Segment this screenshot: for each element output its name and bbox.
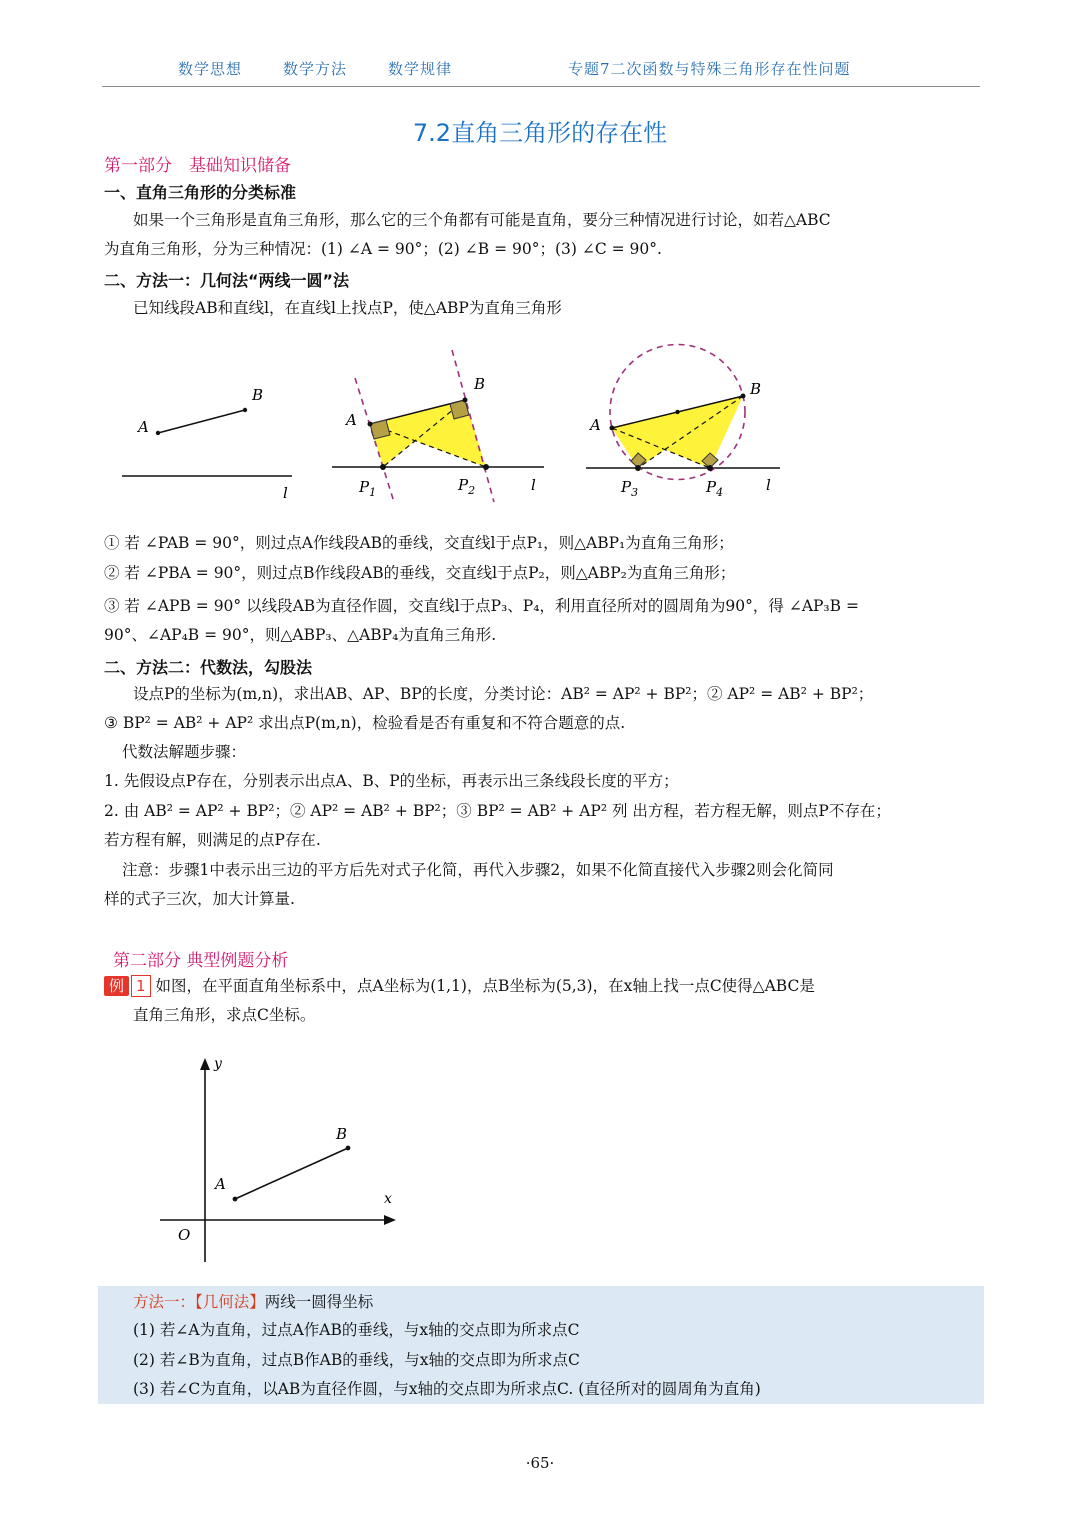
fig3-label-l: l <box>766 476 771 494</box>
fig2-point-b <box>463 398 468 403</box>
method-box-label: 方法一： <box>133 1293 196 1311</box>
fig2-right-angle-b <box>450 400 469 419</box>
method-box-rest: 两线一圆得坐标 <box>264 1293 374 1311</box>
fig3-label-a: A <box>590 416 601 434</box>
section3-note1: 注意：步骤1中表示出三边的平方后先对式子化简，再代入步骤2，如果不化简直接代入步骤2则会化简同 <box>122 861 834 879</box>
figure-1 <box>122 386 292 502</box>
section2-line1: 已知线段AB和直线l，在直线l上找点P，使△ABP为直角三角形 <box>133 299 562 317</box>
section1-line2: 为直角三角形，分为三种情况：(1) ∠A = 90°；(2) ∠B = 90°；(3) ∠C = 90°. <box>104 240 662 258</box>
section3-line2: ③ BP² = AB² + AP² 求出点P(m,n)，检验看是否有重复和不符合题意的点. <box>104 714 626 732</box>
section3-line3: 代数法解题步骤： <box>122 743 247 761</box>
fig1-point-b <box>243 408 247 412</box>
case-2: ② 若 ∠PBA = 90°，则过点B作线段AB的垂线，交直线l于点P₂，则△ABP₂为直角三角形； <box>104 564 736 582</box>
fig1-label-l: l <box>283 484 288 502</box>
example-badge: 例 <box>104 976 129 996</box>
fig3-point-b <box>741 394 746 399</box>
fig2-point-a <box>368 422 373 427</box>
section3-line1: 设点P的坐标为(m,n)，求出AB、AP、BP的长度，分类讨论：AB² = AP² + BP²；② AP² = AB² + BP²； <box>133 685 874 703</box>
origin-label: O <box>178 1226 191 1244</box>
method1-figures <box>100 330 800 510</box>
point-a-label: A <box>215 1175 226 1193</box>
fig3-label-b: B <box>750 380 762 398</box>
fig2-label-a: A <box>346 411 357 429</box>
point-b <box>346 1146 351 1151</box>
page-number: ·65· <box>525 1454 555 1472</box>
method-box-bracket: 【几何法】 <box>195 1293 265 1311</box>
case-3-line2: 90°、∠AP₄B = 90°，则△ABP₃、△ABP₄为直角三角形. <box>104 626 497 644</box>
point-a <box>233 1197 238 1202</box>
method-box-line1: (1) 若∠A为直角，过点A作AB的垂线，与x轴的交点即为所求点C <box>133 1321 580 1339</box>
header-right: 专题7二次函数与特殊三角形存在性问题 <box>568 60 851 78</box>
fig2-right-angle-a <box>370 420 390 439</box>
section3-note2: 样的式子三次，加大计算量. <box>104 890 295 908</box>
section2-heading: 二、方法一：几何法“两线一圆”法 <box>104 271 350 290</box>
fig2-label-p1: $P_1$ <box>359 478 377 499</box>
fig3-point-p4 <box>707 465 713 471</box>
segment-ab <box>235 1148 348 1199</box>
fig1-point-a <box>156 431 160 435</box>
fig3-label-p3: $P_3$ <box>621 478 639 499</box>
header-rule <box>102 86 980 87</box>
section3-step2: 2. 由 AB² = AP² + BP²；② AP² = AB² + BP²；③ BP² = AB² + AP² 列 出方程，若方程无解，则点P不存在； <box>104 802 891 820</box>
part2-heading: 第二部分 典型例题分析 <box>113 951 289 971</box>
example-number: 1 <box>131 975 151 997</box>
header-left-2: 数学方法 <box>283 60 348 78</box>
method-box-line2: (2) 若∠B为直角，过点B作AB的垂线，与x轴的交点即为所求点C <box>133 1351 580 1369</box>
fig2-label-b: B <box>474 375 486 393</box>
section3-step1: 1. 先假设点P存在，分别表示出点A、B、P的坐标，再表示出三条线段长度的平方； <box>104 772 679 790</box>
example-coordinate-figure <box>150 1050 410 1270</box>
method-box-title <box>133 1292 373 1312</box>
fig3-point-p3 <box>635 465 641 471</box>
fig1-label-b: B <box>252 386 264 404</box>
fig1-segment-ab <box>158 410 245 433</box>
part1-heading: 第一部分 基础知识储备 <box>104 156 291 176</box>
fig2-label-l: l <box>531 476 536 494</box>
section1-heading: 一、直角三角形的分类标准 <box>104 183 297 202</box>
x-axis-label: x <box>384 1191 392 1207</box>
figure-3 <box>586 345 780 500</box>
section3-heading: 二、方法二：代数法，勾股法 <box>104 658 313 677</box>
fig3-center <box>675 410 679 414</box>
example-1-line2: 直角三角形，求点C坐标。 <box>133 1006 316 1024</box>
fig2-label-p2: $P_2$ <box>458 476 476 497</box>
example-1-line1 <box>104 975 815 997</box>
page-title: 7.2直角三角形的存在性 <box>412 119 668 147</box>
fig3-point-a <box>610 426 615 431</box>
case-3-line1: ③ 若 ∠APB = 90° 以线段AB为直径作圆，交直线l于点P₃、P₄，利用直径所对的圆周角为90°，得 ∠AP₃B = <box>104 597 859 615</box>
header-left-3: 数学规律 <box>388 60 453 78</box>
y-axis-arrow-icon <box>200 1058 210 1070</box>
fig3-label-p4: $P_4$ <box>706 478 724 499</box>
point-b-label: B <box>336 1125 348 1143</box>
example-text: 如图，在平面直角坐标系中，点A坐标为(1,1)，点B坐标为(5,3)，在x轴上找一点C使得△ABC是 <box>155 977 815 995</box>
x-axis-arrow-icon <box>384 1215 396 1225</box>
fig2-point-p2 <box>483 464 489 470</box>
section1-line1: 如果一个三角形是直角三角形，那么它的三个角都有可能是直角，要分三种情况进行讨论，如若△ABC <box>133 211 831 229</box>
figure-2 <box>332 350 544 502</box>
fig1-label-a: A <box>138 418 149 436</box>
header-left-1: 数学思想 <box>178 60 243 78</box>
fig2-point-p1 <box>380 464 386 470</box>
section3-step2-cont: 若方程有解，则满足的点P存在. <box>104 831 321 849</box>
method-box-line3: (3) 若∠C为直角，以AB为直径作圆，与x轴的交点即为所求点C. (直径所对的圆周角为直角) <box>133 1380 761 1398</box>
y-axis-label: y <box>214 1056 222 1072</box>
case-1: ① 若 ∠PAB = 90°，则过点A作线段AB的垂线，交直线l于点P₁，则△ABP₁为直角三角形； <box>104 534 734 552</box>
